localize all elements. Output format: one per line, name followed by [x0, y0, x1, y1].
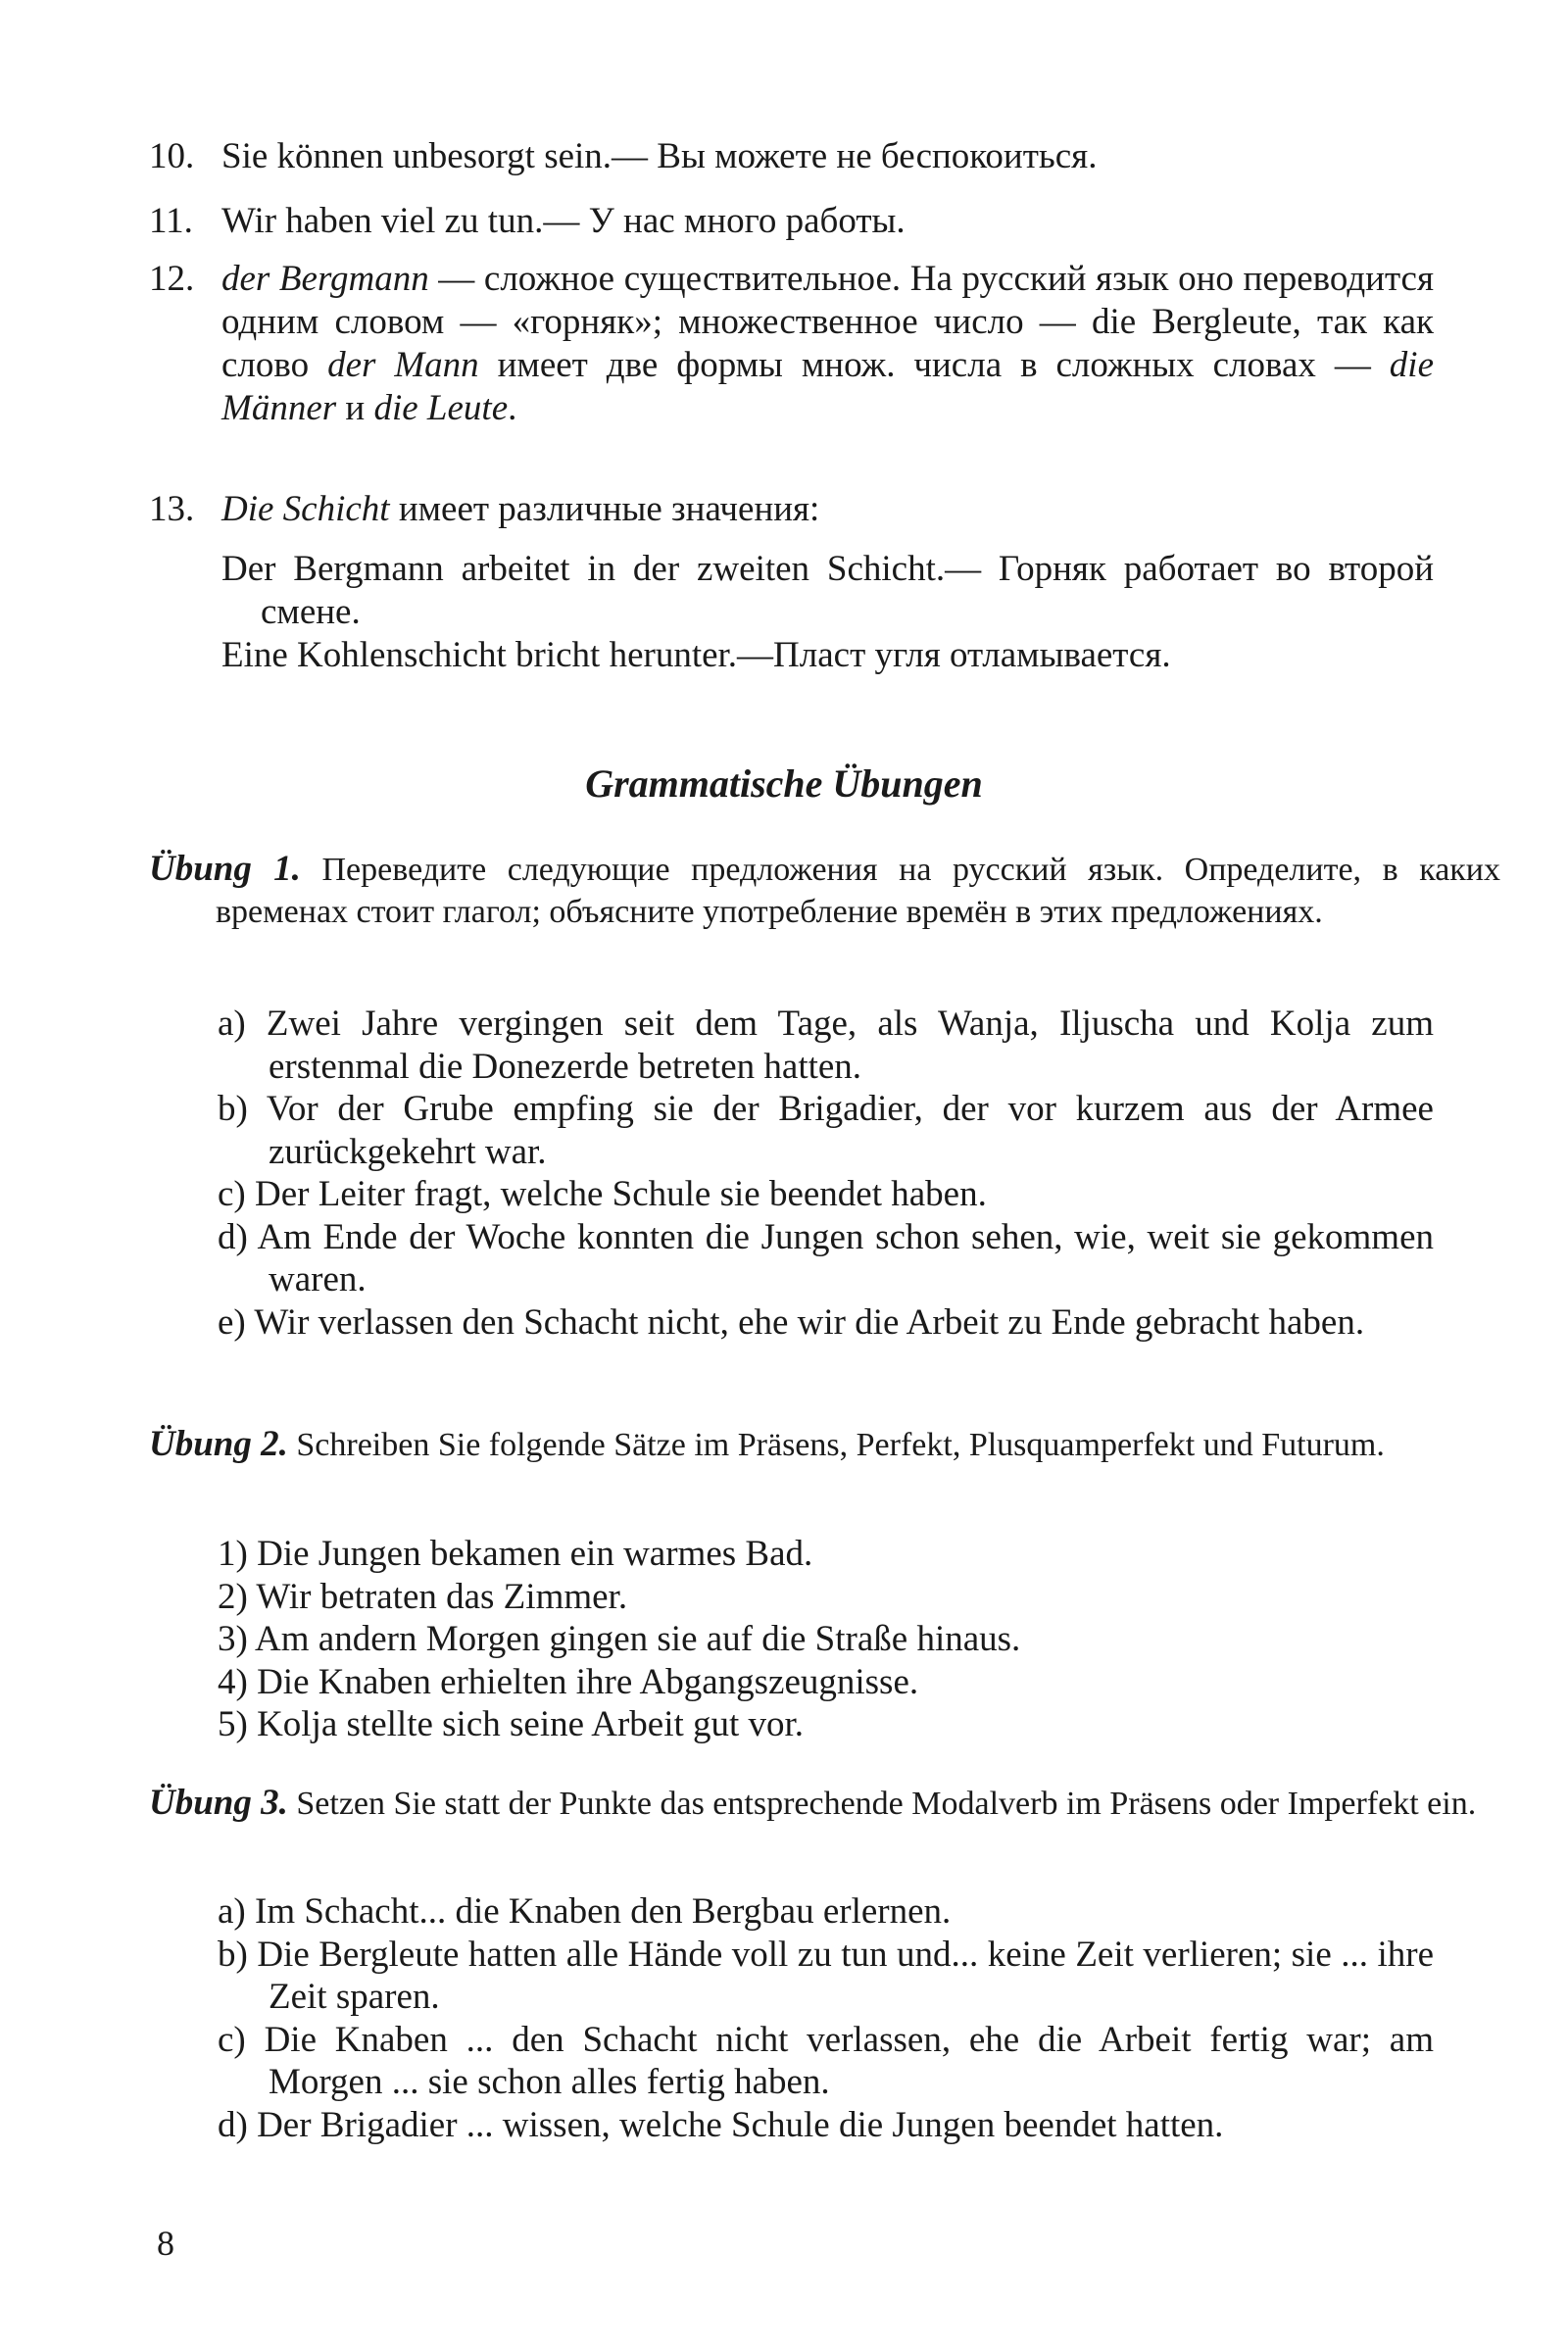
item-text: Vor der Grube empfing sie der Brigadier, der vor kurzem aus der Armee zurückgekehrt war.: [266, 1089, 1434, 1172]
item-mark: 4): [218, 1661, 248, 1702]
item-text: Im Schacht... die Knaben den Bergbau erlernen.: [255, 1891, 952, 1932]
list-item: [218, 1301, 1434, 1345]
list-item: [218, 1533, 1434, 1576]
text-run: имеет две формы множ. числа в сложных словах —: [478, 345, 1390, 385]
exercise-text: Schreiben Sie folgende Sätze im Präsens, Perfekt, Plusquamperfekt und Futurum.: [296, 1427, 1385, 1463]
text-run: и: [336, 388, 374, 428]
page-number: 8: [157, 2224, 174, 2263]
note-10: [149, 135, 1434, 178]
note-12: [149, 258, 1434, 430]
exercise-1-items: [218, 1003, 1434, 1344]
item-text: Der Leiter fragt, welche Schule sie beendet haben.: [255, 1174, 987, 1214]
note-11: [149, 200, 1434, 243]
item-mark: b): [218, 1934, 248, 1975]
exercise-1-instruction: [149, 848, 1500, 933]
note-number: 10.: [149, 136, 195, 176]
item-mark: b): [218, 1089, 248, 1129]
note-number: 12.: [149, 259, 195, 299]
item-mark: a): [218, 1004, 246, 1044]
item-mark: c): [218, 1174, 246, 1214]
italic-term: der Bergmann: [221, 259, 429, 299]
list-item: [218, 1934, 1434, 2019]
item-text: Wir verlassen den Schacht nicht, ehe wir die Arbeit zu Ende gebracht haben.: [254, 1301, 1365, 1343]
item-text: Die Knaben erhielten ihre Abgangszeugnisse.: [257, 1661, 919, 1702]
italic-term: der Mann: [327, 345, 479, 385]
list-item: [218, 1088, 1434, 1173]
note-13: [149, 488, 1434, 677]
list-item: [218, 1661, 1434, 1704]
note-text: [221, 488, 1434, 531]
item-mark: 2): [218, 1576, 248, 1617]
item-mark: 3): [218, 1619, 248, 1659]
exercise-text: Setzen Sie statt der Punkte das entsprechende Modalverb im Präsens oder Imperfekt ein.: [296, 1786, 1477, 1822]
item-text: Kolja stellte sich seine Arbeit gut vor.: [257, 1704, 805, 1744]
item-mark: d): [218, 2104, 248, 2145]
italic-term: die Männer: [221, 345, 1434, 428]
item-mark: 5): [218, 1704, 248, 1744]
note-text: [221, 258, 1434, 430]
list-item: [218, 1890, 1434, 1934]
item-text: Am Ende der Woche konnten die Jungen schon sehen, wie, weit sie gekommen waren.: [257, 1216, 1434, 1299]
text-run: — сложное существительное. На русский язык оно переводится одним словом — «горняк»; множественное число — die Bergleute, так как слово: [221, 259, 1435, 385]
item-text: Die Bergleute hatten alle Hände voll zu tun und... keine Zeit verlieren; sie ... ihre Zeit sparen.: [257, 1934, 1435, 2017]
example-sentence: Eine Kohlenschicht bricht herunter.—Пласт угля отламывается.: [221, 635, 1171, 675]
list-item: [218, 1173, 1434, 1216]
note-text: Wir haben viel zu tun.— У нас много работы.: [221, 201, 906, 241]
exercise-3-items: [218, 1890, 1434, 2146]
item-text: Die Jungen bekamen ein warmes Bad.: [257, 1534, 813, 1574]
list-item: [218, 1618, 1434, 1661]
section-heading: Grammatische Übungen: [585, 761, 983, 806]
exercise-2-items: [218, 1533, 1434, 1746]
note-text: Sie können unbesorgt sein.— Вы можете не беспокоиться.: [221, 136, 1098, 176]
list-item: [218, 1576, 1434, 1619]
item-mark: c): [218, 2019, 246, 2060]
exercise-3-instruction: [149, 1782, 1500, 1825]
list-item: [218, 2104, 1434, 2147]
item-text: Der Brigadier ... wissen, welche Schule die Jungen beendet hatten.: [257, 2104, 1224, 2145]
list-item: [218, 1003, 1434, 1088]
exercise-2-instruction: [149, 1423, 1500, 1466]
item-text: Zwei Jahre vergingen seit dem Tage, als Wanja, Iljuscha und Kolja zum erstenmal die Donezerde betreten hatten.: [266, 1004, 1434, 1087]
note-number: 11.: [149, 201, 193, 241]
italic-term: die Leute: [373, 388, 509, 428]
list-item: [218, 2019, 1434, 2104]
item-mark: e): [218, 1301, 246, 1343]
exercise-text: Переведите следующие предложения на русский язык. Определите, в каких временах стоит глагол; объясните употребление времён в этих предложениях.: [216, 852, 1501, 930]
italic-term: Die Schicht: [221, 489, 390, 529]
item-mark: 1): [218, 1534, 248, 1574]
text-run: имеет различные значения:: [389, 489, 820, 529]
list-item: [218, 1703, 1434, 1746]
item-text: Wir betraten das Zimmer.: [256, 1576, 628, 1617]
text-run: .: [508, 388, 517, 428]
exercise-label: Übung 2.: [149, 1424, 288, 1464]
exercise-label: Übung 1.: [149, 849, 301, 889]
list-item: [218, 1216, 1434, 1301]
item-mark: d): [218, 1216, 248, 1257]
item-text: Am andern Morgen gingen sie auf die Straße hinaus.: [255, 1619, 1021, 1659]
example-sentence: Der Bergmann arbeitet in der zweiten Schicht.— Горняк работает во второй смене.: [221, 549, 1434, 632]
item-text: Die Knaben ... den Schacht nicht verlassen, ehe die Arbeit fertig war; am Morgen ... sie schon alles fertig haben.: [264, 2019, 1435, 2102]
exercise-label: Übung 3.: [149, 1783, 288, 1823]
item-mark: a): [218, 1891, 246, 1932]
note-number: 13.: [149, 489, 195, 529]
